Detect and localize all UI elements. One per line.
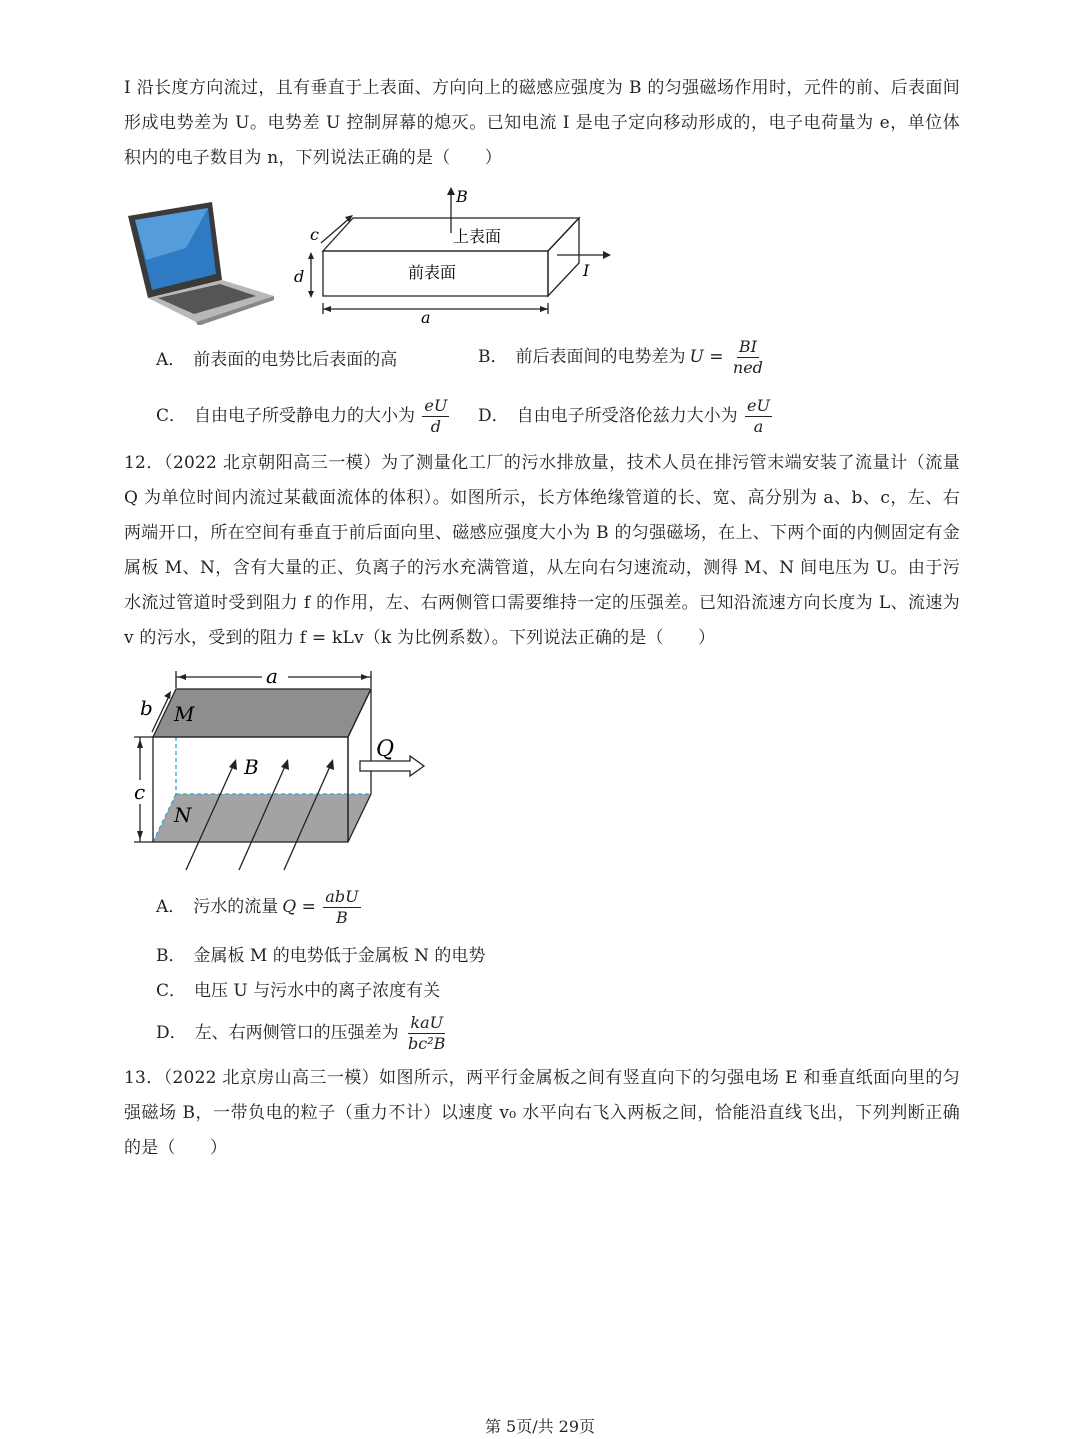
q11-intro: I 沿长度方向流过，且有垂直于上表面、方向向上的磁感应强度为 B 的匀强磁场作用时，元件的前、后表面间形成电势差为 U。电势差 U 控制屏幕的熄灭。已知电流 I 是电子定向移动形成的，电子电荷量为 e，单位体积内的电子数目为 n，下列说法正确的是（ ）	[124, 78, 960, 168]
fraction: $\frac{\text{abU}}{B}$	[325, 887, 359, 927]
label-B: B	[244, 755, 259, 779]
q12-stem: 12．（2022 北京朝阳高三一模）为了测量化工厂的污水排放量，技术人员在排污管末端安装了流量计（流量 Q 为单位时间内流过某截面流体的体积）。如图所示，长方体绝缘管道的长、宽、高分别为 a、b、c，左、右两端开口，所在空间有垂直于前后面向里、磁感应强度大小为 B 的匀强磁场，在上、下两个面的内侧固定有金属板 M、N，含有大量的正、负离子的污水充满管道，从左向右匀速流动，测得 M、N 间电压为 U。由于污水流过管道时受到阻力 f 的作用，左、右两侧管口需要维持一定的压强差。已知沿流速方向长度为 L、流速为 v 的污水，受到的阻力 f = kLv（k 为比例系数）。下列说法正确的是（ ）	[124, 453, 960, 648]
label-b: b	[140, 696, 153, 720]
label-top-face: 上表面	[453, 227, 502, 246]
fraction: $\frac{eU}{d}$	[424, 396, 448, 436]
label-a: a	[421, 308, 431, 327]
label-front-face: 前表面	[408, 263, 457, 282]
q13-stem: 13．（2022 北京房山高三一模）如图所示，两平行金属板之间有竖直向下的匀强电场 E 和垂直纸面向里的匀强磁场 B，一带负电的粒子（重力不计）以速度 v₀ 水平向右飞入两板之间，恰能沿直线飞出，下列判断正确的是（ ）	[124, 1068, 960, 1158]
q11-option-d[interactable]: D． 自由电子所受洛伦兹力大小为 $\frac{eU}{a}$	[478, 396, 770, 436]
label-N: N	[174, 803, 192, 827]
fraction: $\frac{\text{kaU}}{\text{bc²B}}$	[408, 1013, 446, 1053]
label-c: c	[134, 780, 146, 804]
label-I: I	[583, 261, 590, 280]
label-c: c	[310, 225, 319, 244]
label-Q: Q	[376, 737, 395, 762]
q12-option-a[interactable]: A． 污水的流量 Q = $\frac{\text{abU}}{B}$	[156, 887, 359, 927]
q12-option-d[interactable]: D． 左、右两侧管口的压强差为 $\frac{\text{kaU}}{\text{bc²B}}$	[156, 1013, 446, 1053]
laptop-image	[126, 200, 276, 325]
q12-option-b[interactable]: B． 金属板 M 的电势低于金属板 N 的电势	[156, 946, 486, 966]
page-footer: 第 5页/共 29页	[484, 1417, 596, 1436]
fraction: $\frac{eU}{a}$	[747, 396, 770, 436]
q11-option-a[interactable]: A． 前表面的电势比后表面的高	[156, 350, 398, 370]
q12-option-c[interactable]: C． 电压 U 与污水中的离子浓度有关	[156, 981, 441, 1001]
q11-block-figure	[285, 183, 615, 328]
label-B: B	[456, 187, 468, 206]
label-M: M	[174, 702, 195, 726]
q12-pipe-figure	[126, 660, 436, 875]
fraction: $\frac{BI}{\text{ned}}$	[732, 337, 763, 377]
q11-option-c[interactable]: C． 自由电子所受静电力的大小为 $\frac{eU}{d}$	[156, 396, 448, 436]
label-a: a	[266, 664, 278, 688]
q11-option-b[interactable]: B． 前后表面间的电势差为 U = $\frac{BI}{\text{ned}}$	[478, 337, 763, 377]
label-d: d	[294, 267, 305, 286]
